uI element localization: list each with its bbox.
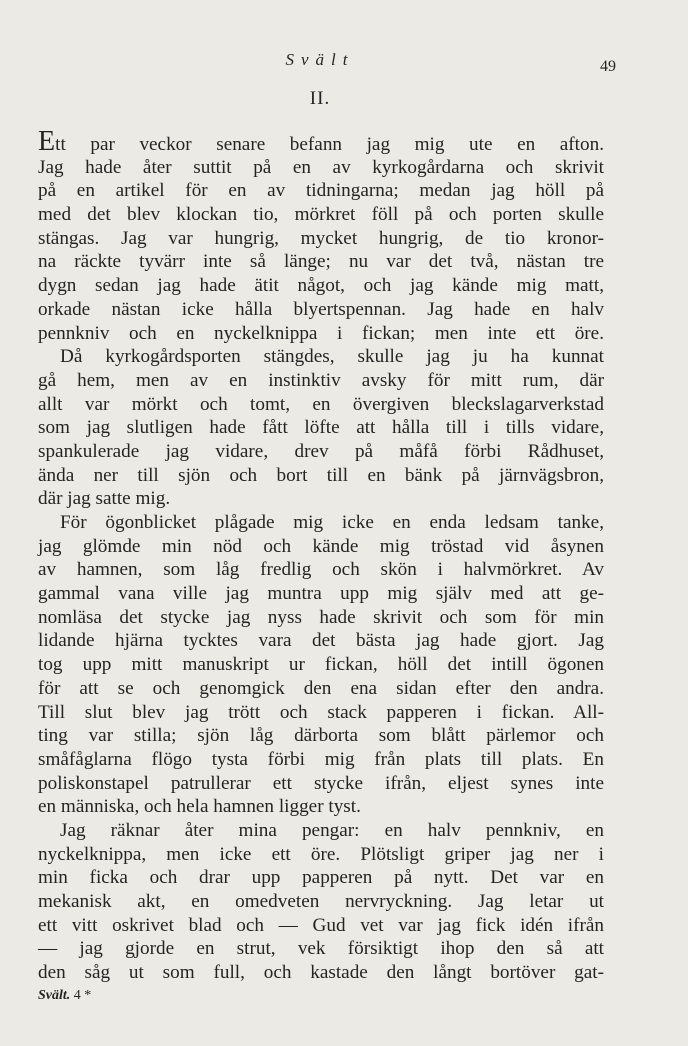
text-line bbox=[38, 819, 604, 843]
text-line bbox=[38, 126, 604, 157]
text-line bbox=[38, 937, 604, 961]
text-line bbox=[38, 724, 604, 748]
text-line-content: där jag satte mig. bbox=[38, 488, 171, 510]
text-line-content: — jag gjorde en strut, vek försiktigt ihop den så att bbox=[38, 938, 604, 960]
text-line bbox=[38, 653, 604, 677]
text-line-content: på en artikel för en av tidningarna; medan jag höll på bbox=[38, 180, 604, 202]
text-line bbox=[38, 369, 604, 393]
drop-initial: E bbox=[38, 126, 56, 157]
text-line-content: småfåglarna flögo tysta förbi mig från plats till plats. En bbox=[38, 748, 604, 770]
text-line-content: min ficka och drar upp papperen på nytt. Det var en bbox=[38, 867, 604, 889]
text-line bbox=[38, 203, 604, 227]
text-line bbox=[38, 795, 604, 819]
text-line bbox=[38, 748, 604, 772]
text-line-content: pennkniv och en nyckelknippa i fickan; men inte ett öre. bbox=[38, 322, 604, 344]
text-line-content: na räckte tyvärr inte så länge; nu var det två, nästan tre bbox=[38, 251, 604, 273]
text-line bbox=[38, 274, 604, 298]
text-line bbox=[38, 677, 604, 701]
signature-title: Svält. bbox=[38, 988, 71, 1003]
body-text bbox=[38, 126, 604, 985]
text-line-content: gå hem, men av en instinktiv avsky för mitt rum, där bbox=[38, 369, 604, 391]
printer-signature bbox=[38, 988, 91, 1004]
signature-mark: 4 * bbox=[73, 988, 92, 1003]
text-line bbox=[38, 487, 604, 511]
text-line-content: för att se och genomgick den ena sidan efter den andra. bbox=[38, 677, 604, 699]
text-line-content: mekanisk akt, en omedveten nervryckning. Jag letar ut bbox=[38, 891, 604, 912]
text-line bbox=[38, 558, 604, 582]
text-line bbox=[38, 961, 604, 985]
chapter-heading: II. bbox=[309, 88, 331, 109]
text-line-content: dygn sedan jag hade ätit något, och jag kände mig matt, bbox=[38, 275, 604, 297]
text-line-content: Jag hade åter suttit på en av kyrkogårdarna och skrivit bbox=[38, 156, 604, 178]
text-line-content: tt par veckor senare befann jag mig ute en afton. bbox=[55, 134, 604, 155]
text-line bbox=[38, 866, 604, 890]
text-line bbox=[38, 298, 604, 322]
text-line bbox=[38, 701, 604, 725]
text-line bbox=[38, 393, 604, 417]
text-line-content: tog upp mitt manuskript ur fickan, höll det intill ögonen bbox=[38, 654, 604, 676]
text-line-content: den såg ut som full, och kastade den långt bortöver gat- bbox=[38, 962, 604, 984]
text-line bbox=[38, 227, 604, 251]
text-line-content: av hamnen, som låg fredlig och skön i halvmörkret. Av bbox=[38, 559, 604, 581]
text-line bbox=[38, 535, 604, 559]
text-line bbox=[38, 890, 604, 914]
text-line bbox=[38, 250, 604, 274]
text-line bbox=[38, 179, 604, 203]
text-line-content: spankulerade jag vidare, drev på måfå förbi Rådhuset, bbox=[38, 440, 604, 462]
text-line-content: ett vitt oskrivet blad och — Gud vet var jag fick idén ifrån bbox=[38, 914, 604, 936]
text-line bbox=[38, 772, 604, 796]
text-line bbox=[38, 914, 604, 938]
text-line bbox=[38, 464, 604, 488]
text-line-content: nyckelknippa, men icke ett öre. Plötsligt griper jag ner i bbox=[38, 843, 604, 865]
text-line-content: gammal vana ville jag muntra upp mig själv med att ge- bbox=[38, 583, 604, 605]
text-line-content: med det blev klockan tio, mörkret föll på och porten skulle bbox=[38, 204, 604, 226]
text-line-content: För ögonblicket plågade mig icke en enda ledsam tanke, bbox=[60, 512, 604, 533]
text-line-content: allt var mörkt och tomt, en övergiven bleckslagarverkstad bbox=[38, 393, 604, 415]
text-line-content: nomläsa det stycke jag nyss hade skrivit och som för min bbox=[38, 606, 604, 628]
text-line bbox=[38, 345, 604, 369]
text-line-content: Jag räknar åter mina pengar: en halv pennkniv, en bbox=[60, 819, 604, 841]
text-line-content: stängas. Jag var hungrig, mycket hungrig, de tio kronor- bbox=[38, 227, 604, 249]
text-line bbox=[38, 629, 604, 653]
text-line-content: jag glömde min nöd och kände mig tröstad vid åsynen bbox=[38, 535, 604, 557]
text-line bbox=[38, 156, 604, 180]
text-line-content: Till slut blev jag trött och stack papperen i fickan. All- bbox=[38, 701, 604, 723]
page-number: 49 bbox=[600, 58, 616, 75]
text-line bbox=[38, 843, 604, 867]
text-line bbox=[38, 440, 604, 464]
running-head: Svält bbox=[285, 50, 355, 69]
text-line-content: poliskonstapel patrullerar ett stycke ifrån, eljest synes inte bbox=[38, 772, 604, 794]
text-line-content: ting var stilla; sjön låg därborta som blått pärlemor och bbox=[38, 725, 604, 747]
text-line-content: ända ner till sjön och bort till en bänk på järnvägsbron, bbox=[38, 464, 604, 486]
text-line-content: lidande hjärna tycktes vara det bästa jag hade gjort. Jag bbox=[38, 630, 604, 652]
text-line-content: en människa, och hela hamnen ligger tyst. bbox=[38, 796, 361, 818]
text-line bbox=[38, 416, 604, 440]
text-line-content: orkade nästan icke hålla blyertspennan. Jag hade en halv bbox=[38, 298, 604, 320]
text-line-content: som jag slutligen hade fått löfte att hålla till i tills vidare, bbox=[38, 417, 604, 439]
text-line-content: Då kyrkogårdsporten stängdes, skulle jag ju ha kunnat bbox=[60, 346, 604, 368]
text-line bbox=[38, 511, 604, 535]
text-line bbox=[38, 606, 604, 630]
text-line bbox=[38, 582, 604, 606]
text-line bbox=[38, 322, 604, 346]
